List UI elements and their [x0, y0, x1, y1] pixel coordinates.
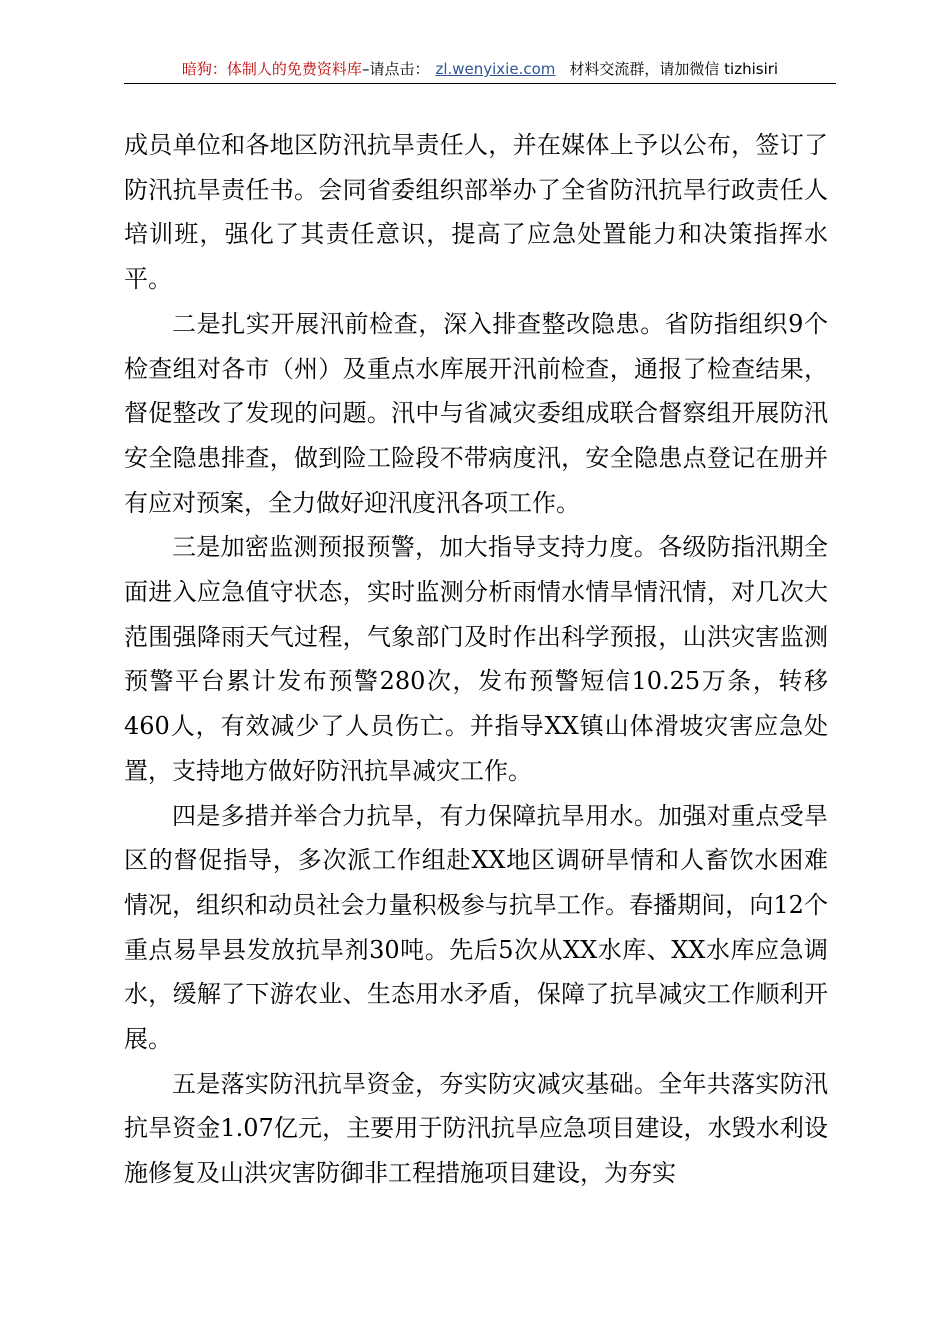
paragraph-2: 二是扎实开展汛前检查，深入排查整改隐患。省防指组织9个检查组对各市（州）及重点水库展开汛前检查，通报了检查结果，督促整改了发现的问题。汛中与省减灾委组成联合督察组开展防汛安全隐患排查，做到险工险段不带病度汛，安全隐患点登记在册并有应对预案，全力做好迎汛度汛各项工作。 [124, 309, 828, 517]
header-prompt: –请点击： [361, 60, 430, 78]
paragraph-continued: 成员单位和各地区防汛抗旱责任人，并在媒体上予以公布，签订了防汛抗旱责任书。会同省委组织部举办了全省防汛抗旱行政责任人培训班，强化了其责任意识，提高了应急处置能力和决策指挥水平。 [124, 131, 828, 294]
header-divider [124, 83, 836, 84]
header-brand: 暗狗：体制人的免费资料库 [181, 60, 362, 78]
paragraph-5: 五是落实防汛抗旱资金，夯实防灾减灾基础。全年共落实防汛抗旱资金1.07亿元，主要用于防汛抗旱应急项目建设，水毁水利设施修复及山洪灾害防御非工程措施项目建设，为夯实 [124, 1069, 828, 1188]
paragraph-4: 四是多措并举合力抗旱，有力保障抗旱用水。加强对重点受旱区的督促指导，多次派工作组赴XX地区调研旱情和人畜饮水困难情况，组织和动员社会力量积极参与抗旱工作。春播期间，向12个重点易旱县发放抗旱剂30吨。先后5次从XX水库、XX水库应急调水，缓解了下游农业、生态用水矛盾，保障了抗旱减灾工作顺利开展。 [124, 801, 828, 1054]
paragraph-3: 三是加密监测预报预警，加大指导支持力度。各级防指汛期全面进入应急值守状态，实时监测分析雨情水情旱情汛情，对几次大范围强降雨天气过程，气象部门及时作出科学预报，山洪灾害监测预警平台累计发布预警280次，发布预警短信10.25万条，转移460人，有效减少了人员伤亡。并指导XX镇山体滑坡灾害应急处置，支持地方做好防汛抗旱减灾工作。 [124, 533, 828, 785]
header-group-note: 材料交流群，请加微信 tizhisiri [569, 60, 779, 78]
page-header [124, 58, 836, 80]
document-body [124, 123, 828, 1196]
header-link[interactable]: zl.wenyixie.com [435, 60, 556, 78]
